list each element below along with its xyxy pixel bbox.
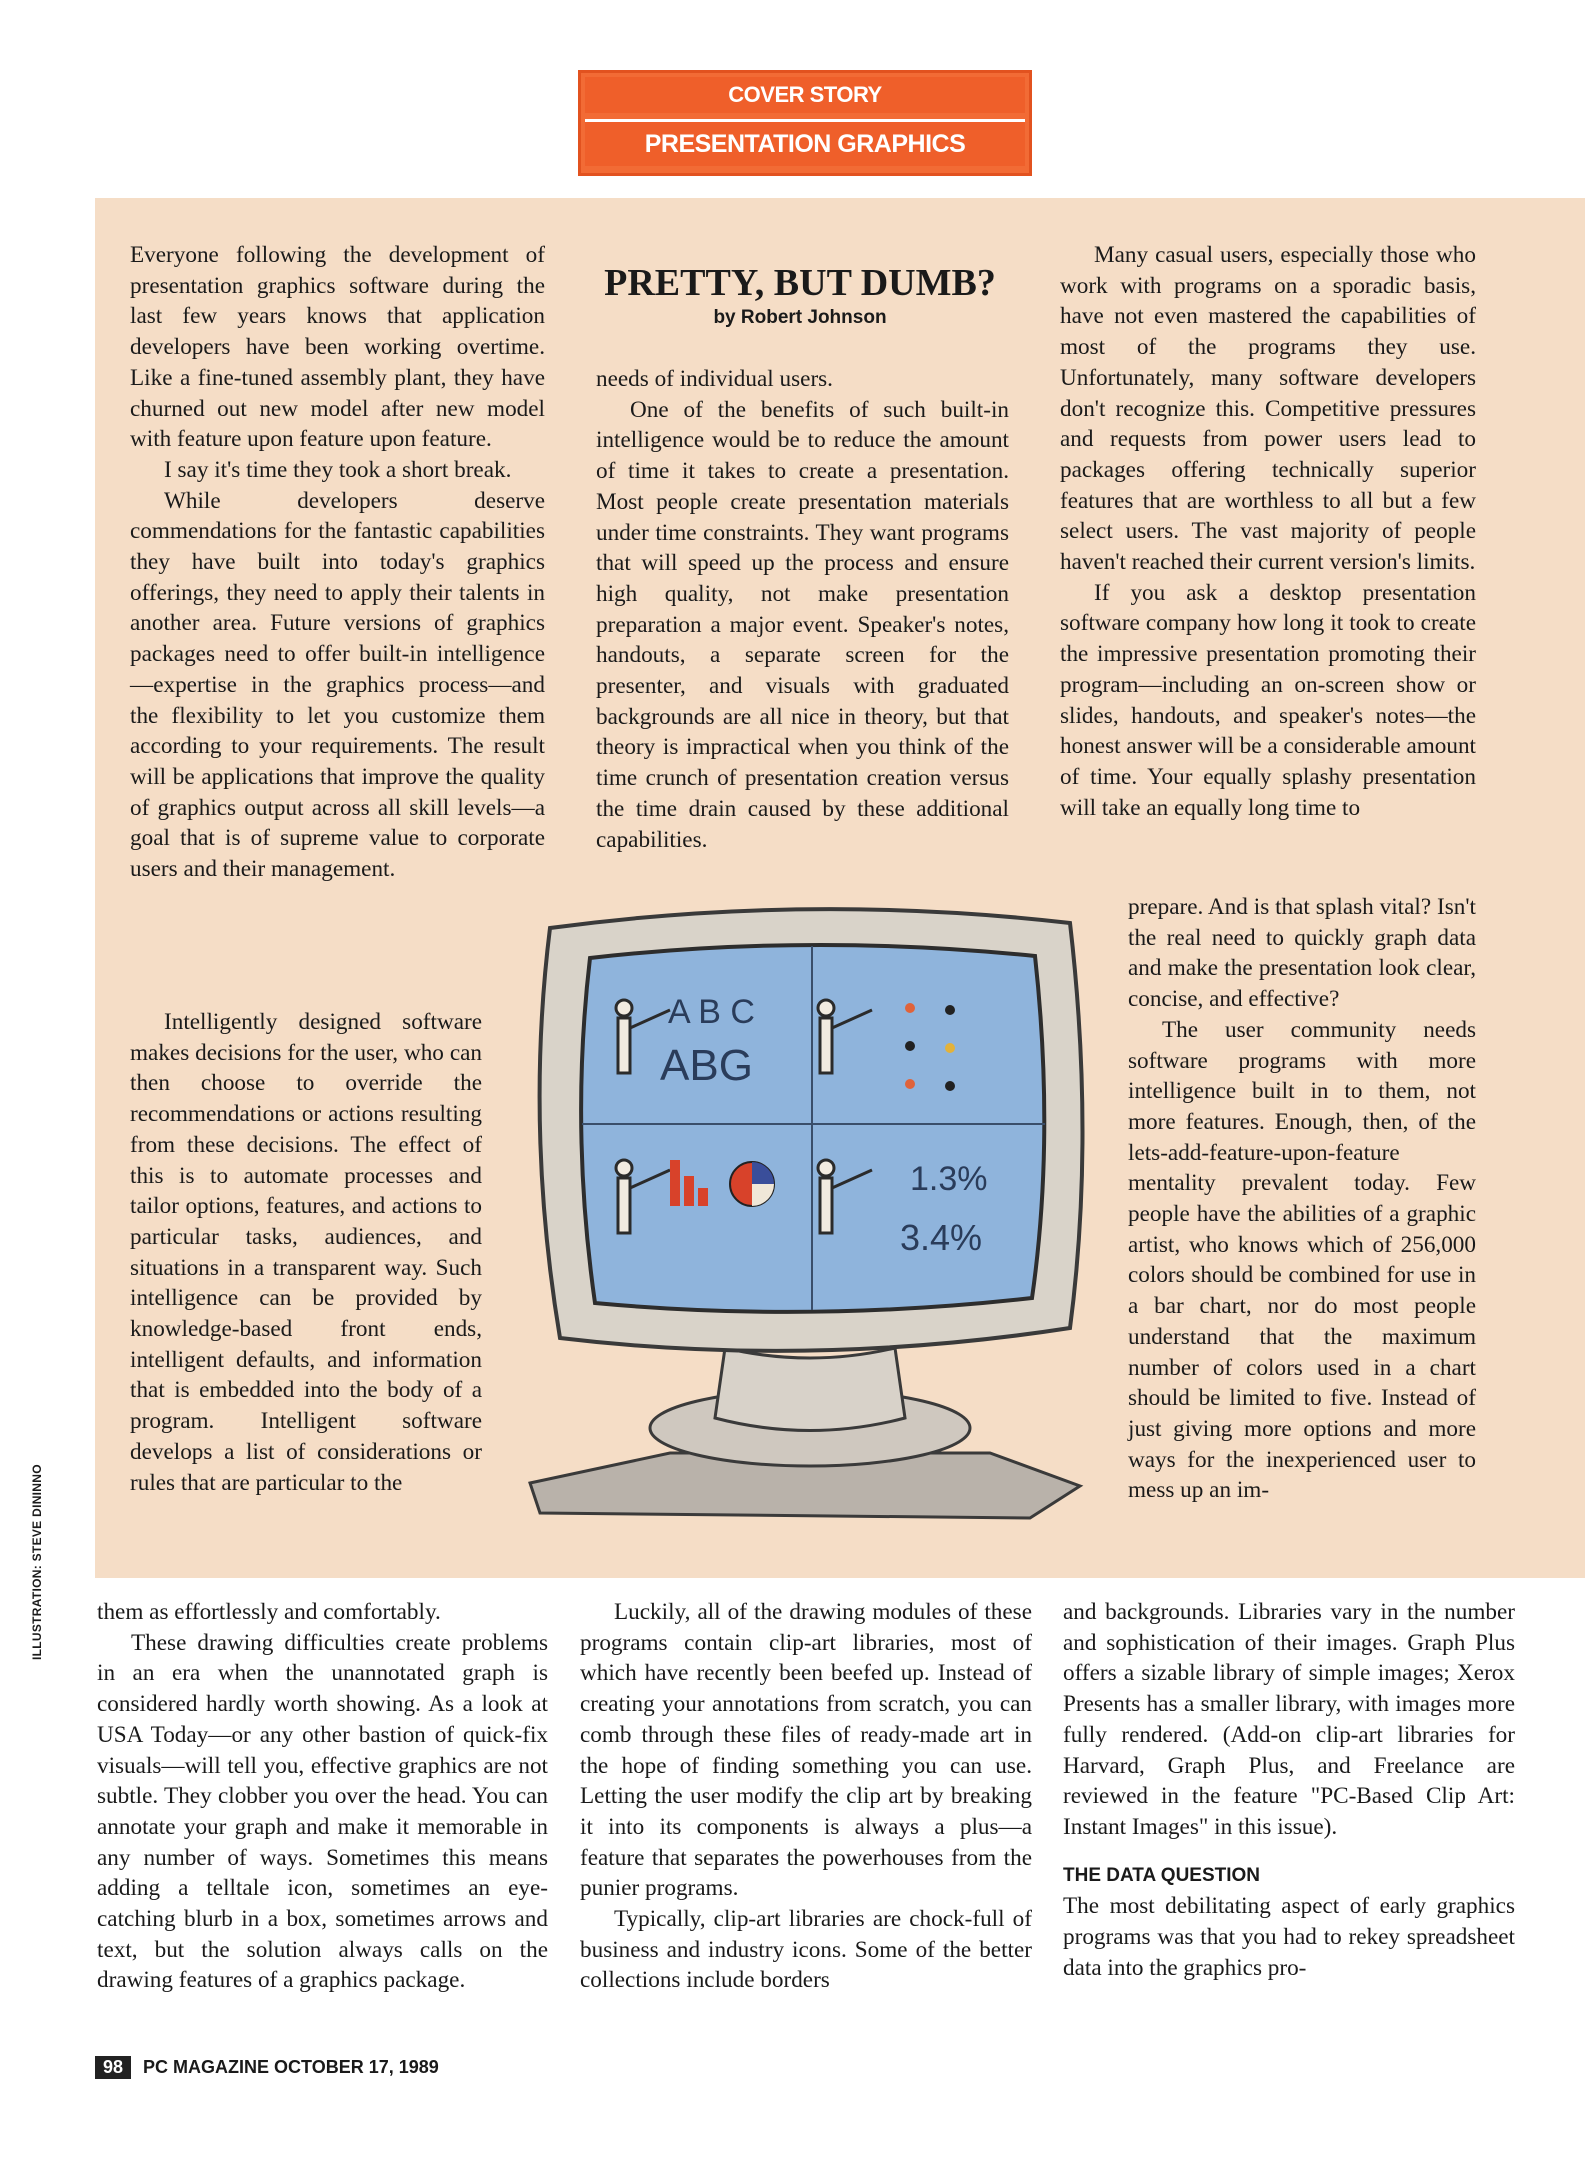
- subheading: THE DATA QUESTION: [1063, 1864, 1261, 1886]
- section-label: COVER STORY: [585, 77, 1025, 113]
- paragraph: them as effortlessly and comfortably.: [97, 1599, 441, 1625]
- screen-text-pct2: 3.4%: [900, 1217, 983, 1258]
- paragraph: The most debilitating aspect of early graphics programs was that you had to rekey spreadsheet data into the graphics pro-: [1063, 1893, 1515, 1981]
- column-2: [596, 364, 1009, 855]
- screen-text-abg: ABG: [660, 1041, 753, 1090]
- column-3-lower: [1128, 892, 1476, 1506]
- column-1: [130, 240, 545, 885]
- lower-column-2: [580, 1597, 1032, 1996]
- section-banner: [578, 70, 1032, 176]
- pie-chart-icon: [730, 1162, 774, 1206]
- byline: by Robert Johnson: [713, 307, 887, 328]
- screen-text-abc: A B C: [668, 993, 755, 1031]
- publication-line: PC MAGAZINE OCTOBER 17, 1989: [143, 2057, 439, 2077]
- paragraph: needs of individual users.: [596, 366, 833, 392]
- paragraph: Intelligently designed software makes decisions for the user, who can then choose to override the recommendations or actions resulting from these decisions. The effect of this is to automate processes and tailor options, features, and actions to particular tasks, audiences, and situations in a transparent way. Such intelligence can be provided by knowledge-based front ends, intelligent defaults, and information that is embedded into the body of a program. Intelligent software develops a list of considerations or rules that are particular to the: [130, 1009, 482, 1496]
- topic-label: PRESENTATION GRAPHICS: [585, 119, 1025, 166]
- paragraph: Typically, clip-art libraries are chock-full of business and industry icons. Some of the better collections include borders: [580, 1906, 1032, 1994]
- paragraph: If you ask a desktop presentation software company how long it took to create the impressive presentation promoting their program—including an on-screen show or slides, handouts, and speaker's notes—the honest answer will be a considerable amount of time. Your equally splashy presentation will take an equally long time to: [1060, 579, 1476, 821]
- paragraph: These drawing difficulties create problems in an era when the unannotated graph is considered hardly worth showing. As a look at USA Today—or any other bastion of quick-fix visuals—will tell you, effective graphics are not subtle. They clobber you over the head. You can annotate your graph and make it memorable in any number of ways. Sometimes this means adding a telltale icon, sometimes an eye-catching blurb in a box, sometimes arrows and text, but the solution always calls on the drawing features of a graphics package.: [97, 1629, 548, 1994]
- screen-text-pct1: 1.3%: [910, 1160, 988, 1198]
- page-footer: [95, 2056, 439, 2079]
- lower-column-1: [97, 1597, 548, 1996]
- paragraph: Many casual users, especially those who work with programs on a sporadic basis, have not even mastered the capabilities of most of the programs they use. Unfortunately, many software developers don't recognize this. Competitive pressures and requests from power users lead to packages offering technically superior features that are worthless to all but a few select users. The vast majority of people haven't reached their current version's limits.: [1060, 242, 1476, 576]
- column-1-lower: [130, 1007, 482, 1498]
- paragraph: One of the benefits of such built-in intelligence would be to reduce the amount of time it takes to create a presentation. Most people create presentation materials under time constraints. They want programs that will speed up the process and ensure high quality, not make presentation preparation a major event. Speaker's notes, handouts, a separate screen for the presenter, and visuals with graduated backgrounds are all nice in theory, but that theory is impractical when you think of the time crunch of presentation creation versus the time drain caused by these additional capabilities.: [596, 396, 1009, 853]
- paragraph: and backgrounds. Libraries vary in the number and sophistication of their images. Graph Plus offers a sizable library of simple images; Xerox Presents has a smaller library, with images more fully rendered. (Add-on clip-art libraries for Harvard, Graph Plus, and Freelance are reviewed in the feature "PC-Based Clip Art: Instant Images" in this issue).: [1063, 1599, 1515, 1840]
- paragraph: The user community needs software programs with more intelligence built in to them, not more features. Enough, then, of the lets-add-feature-upon-feature mentality prevalent today. Few people have the abilities of a graphic artist, who knows which of 256,000 colors should be combined for use in a bar chart, nor do most people understand that the maximum number of colors used in a chart should be limited to five. Instead of just giving more options and more ways for the inexperienced user to mess up an im-: [1128, 1016, 1476, 1504]
- article-title: PRETTY, BUT DUMB?: [604, 262, 996, 304]
- paragraph: I say it's time they took a short break.: [164, 456, 512, 483]
- paragraph: Everyone following the development of presentation graphics software during the last few years knows that application developers have been working overtime. Like a fine-tuned assembly plant, they have churned out new model after new model with feature upon feature upon feature.: [130, 242, 545, 453]
- paragraph: Luckily, all of the drawing modules of these programs contain clip-art libraries, most of which have recently been beefed up. Instead of creating your annotations from scratch, you can comb through these files of ready-made art in the hope of finding something you can use. Letting the user modify the clip art by breaking it into its components is always a plus—a feature that separates the powerhouses from the punier programs.: [580, 1599, 1032, 1902]
- page-number: 98: [95, 2056, 131, 2079]
- illustration-credit: ILLUSTRATION: STEVE DININNO: [30, 1464, 44, 1660]
- monitor-illustration: [520, 898, 1100, 1528]
- paragraph: prepare. And is that splash vital? Isn't the real need to quickly graph data and make the presentation look clear, concise, and effective?: [1128, 894, 1476, 1013]
- paragraph: While developers deserve commendations for the fantastic capabilities they have built into today's graphics offerings, they need to apply their talents in another area. Future versions of graphics packages need to offer built-in intelligence—expertise in the graphics process—and the flexibility to let you customize them according to your requirements. The result will be applications that improve the quality of graphics output across all skill levels—a goal that is of supreme value to corporate users and their management.: [130, 487, 545, 883]
- column-3: [1060, 240, 1476, 823]
- lower-column-3: [1063, 1597, 1515, 1983]
